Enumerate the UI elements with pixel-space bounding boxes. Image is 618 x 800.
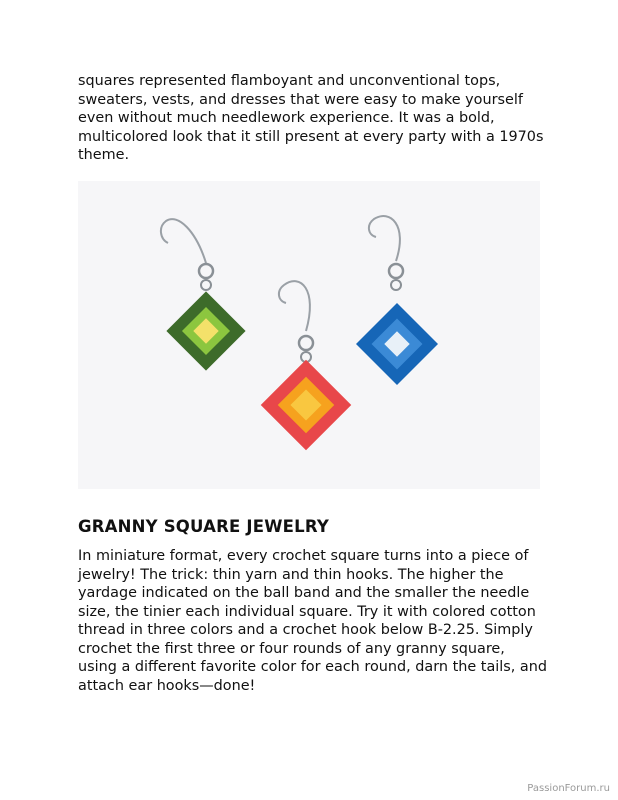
- body-paragraph: In miniature format, every crochet square turns into a piece of jewelry! The trick: thin yarn and thin hooks. The higher the yardage indicated on the ball band and the smaller the needle size, the tinier each individual square. Try it with colored cotton thread in three colors and a crochet hook below B-2.25. Simply crochet the first three or four rounds of any granny square, using a different favorite color for each round, darn the tails, and attach ear hooks—done!: [78, 548, 547, 694]
- earrings-photo: [78, 181, 540, 489]
- intro-paragraph: squares represented flamboyant and unconventional tops, sweaters, vests, and dresses that were easy to make yourself even without much needlework experience. It was a bold, multicolored look that it still present at every party with a 1970s theme.: [78, 73, 544, 163]
- blue-granny-earring: [356, 216, 438, 385]
- site-watermark: PassionForum.ru: [527, 783, 610, 794]
- red-granny-earring: [261, 281, 352, 450]
- green-granny-earring: [161, 219, 246, 370]
- section-heading: GRANNY SQUARE JEWELRY: [78, 517, 329, 536]
